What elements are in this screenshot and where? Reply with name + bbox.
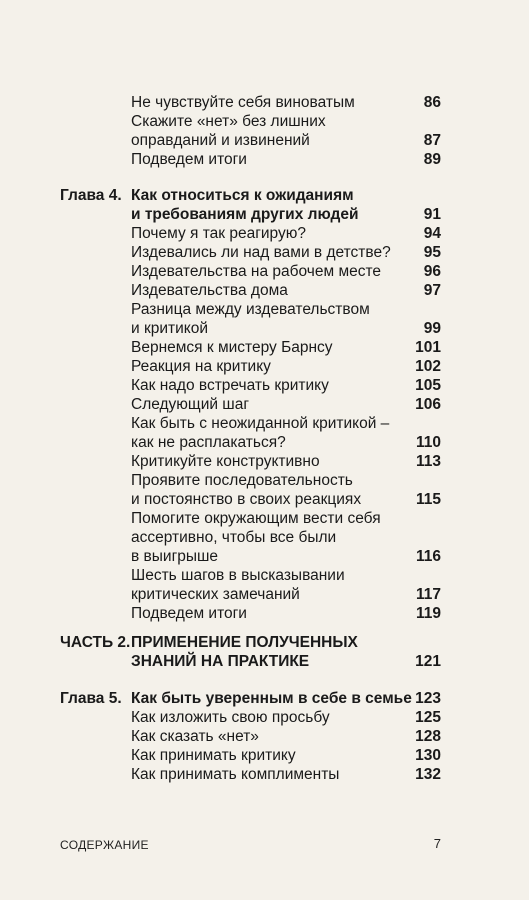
toc-entry	[0, 93, 529, 113]
toc-entry-page: 128	[415, 728, 441, 745]
page-number: 7	[433, 836, 441, 851]
toc-entry-title: Критикуйте конструктивно	[131, 453, 320, 470]
toc-entry-title: Как принимать критику	[131, 747, 296, 764]
toc-entry	[0, 186, 529, 206]
toc-entry	[0, 262, 529, 282]
toc-entry-page: 99	[423, 320, 441, 337]
toc-entry	[0, 708, 529, 728]
toc-entry	[0, 281, 529, 301]
toc-entry-title: Как надо встречать критику	[131, 377, 329, 394]
toc-entry-title: Скажите «нет» без лишних	[131, 113, 326, 130]
toc-entry-page: 87	[423, 132, 441, 149]
toc-entry-title: Издевательства на рабочем месте	[131, 263, 382, 280]
toc-entry	[0, 471, 529, 491]
toc-entry-page: 102	[415, 358, 441, 375]
toc-entry-title: и критикой	[131, 320, 209, 337]
toc-entry-title: Шесть шагов в высказывании	[131, 567, 345, 584]
toc-entry-page: 101	[415, 339, 441, 356]
toc-entry-page: 117	[415, 586, 441, 603]
toc-entry	[0, 150, 529, 170]
toc-entry	[0, 509, 529, 529]
toc-entry-title: Подведем итоги	[131, 605, 247, 622]
toc-entry	[0, 746, 529, 766]
toc-entry	[0, 604, 529, 624]
toc-entry-title: ПРИМЕНЕНИЕ ПОЛУЧЕННЫХ	[131, 634, 358, 651]
toc-entry	[0, 376, 529, 396]
toc-entry	[0, 633, 529, 653]
toc-entry	[0, 243, 529, 263]
running-footer-title: СОДЕРЖАНИЕ	[60, 838, 149, 852]
toc-entry	[0, 131, 529, 151]
toc-entry-title: и требованиям других людей	[131, 206, 359, 223]
toc-entry-page: 123	[415, 690, 441, 707]
toc-entry-title: Как сказать «нет»	[131, 728, 259, 745]
toc-entry	[0, 433, 529, 453]
toc-entry-page: 95	[423, 244, 441, 261]
toc-entry	[0, 585, 529, 605]
toc-entry	[0, 338, 529, 358]
toc-entry-page: 97	[423, 282, 441, 299]
toc-entry-page: 116	[415, 548, 441, 565]
toc-entry-page: 94	[423, 225, 441, 242]
toc-entry-title: Не чувствуйте себя виноватым	[131, 94, 355, 111]
toc-entry-title: в выигрыше	[131, 548, 219, 565]
toc-entry	[0, 490, 529, 510]
toc-entry-title: Проявите последовательность	[131, 472, 353, 489]
toc-entry	[0, 319, 529, 339]
toc-entry-page: 119	[415, 605, 441, 622]
toc-entry	[0, 357, 529, 377]
toc-entry-title: Издевались ли над вами в детстве?	[131, 244, 391, 261]
toc-entry-title: ассертивно, чтобы все были	[131, 529, 337, 546]
toc-chapter-label: Глава 4.	[60, 187, 122, 204]
toc-entry-title: ЗНАНИЙ НА ПРАКТИКЕ	[131, 653, 310, 670]
toc-entry-page: 105	[415, 377, 441, 394]
toc-entry-title: Как быть уверенным в себе в семье	[131, 690, 412, 707]
toc-entry	[0, 452, 529, 472]
toc-entry	[0, 547, 529, 567]
toc-entry	[0, 300, 529, 320]
toc-entry-page: 130	[415, 747, 441, 764]
toc-entry-page: 121	[415, 653, 441, 670]
toc-entry-title: Вернемся к мистеру Барнсу	[131, 339, 333, 356]
toc-entry-title: оправданий и извинений	[131, 132, 310, 149]
toc-entry-title: Издевательства дома	[131, 282, 288, 299]
toc-entry-page: 91	[423, 206, 441, 223]
toc-entry-page: 96	[423, 263, 441, 280]
toc-entry-title: Как относиться к ожиданиям	[131, 187, 354, 204]
toc-entry-title: Как принимать комплименты	[131, 766, 340, 783]
toc-entry-title: Разница между издевательством	[131, 301, 370, 318]
toc-entry-page: 113	[415, 453, 441, 470]
toc-entry-title: Как изложить свою просьбу	[131, 709, 330, 726]
toc-entry	[0, 765, 529, 785]
toc-entry-title: Помогите окружающим вести себя	[131, 510, 381, 527]
toc-chapter-label: ЧАСТЬ 2.	[60, 634, 131, 651]
toc-entry	[0, 395, 529, 415]
toc-entry-title: Как быть с неожиданной критикой –	[131, 415, 390, 432]
toc-entry-title: и постоянство в своих реакциях	[131, 491, 362, 508]
toc-chapter-label: Глава 5.	[60, 690, 122, 707]
toc-entry	[0, 566, 529, 586]
toc-entry	[0, 652, 529, 672]
toc-entry-page: 106	[415, 396, 441, 413]
toc-entry-page: 110	[415, 434, 441, 451]
toc-entry	[0, 528, 529, 548]
toc-entry	[0, 689, 529, 709]
toc-entry-title: Подведем итоги	[131, 151, 247, 168]
toc-entry-title: Следующий шаг	[131, 396, 250, 413]
toc-entry-page: 86	[423, 94, 441, 111]
toc-entry-page: 125	[415, 709, 441, 726]
toc-entry-title: как не расплакаться?	[131, 434, 286, 451]
toc-entry-title: Реакция на критику	[131, 358, 271, 375]
toc-entry	[0, 224, 529, 244]
toc-entry	[0, 112, 529, 132]
toc-entry-page: 89	[423, 151, 441, 168]
toc-entry	[0, 205, 529, 225]
toc-entry	[0, 727, 529, 747]
toc-entry-page: 132	[415, 766, 441, 783]
toc-entry-title: критических замечаний	[131, 586, 300, 603]
toc-entry-page: 115	[415, 491, 441, 508]
toc-entry	[0, 414, 529, 434]
toc-entry-title: Почему я так реагирую?	[131, 225, 306, 242]
